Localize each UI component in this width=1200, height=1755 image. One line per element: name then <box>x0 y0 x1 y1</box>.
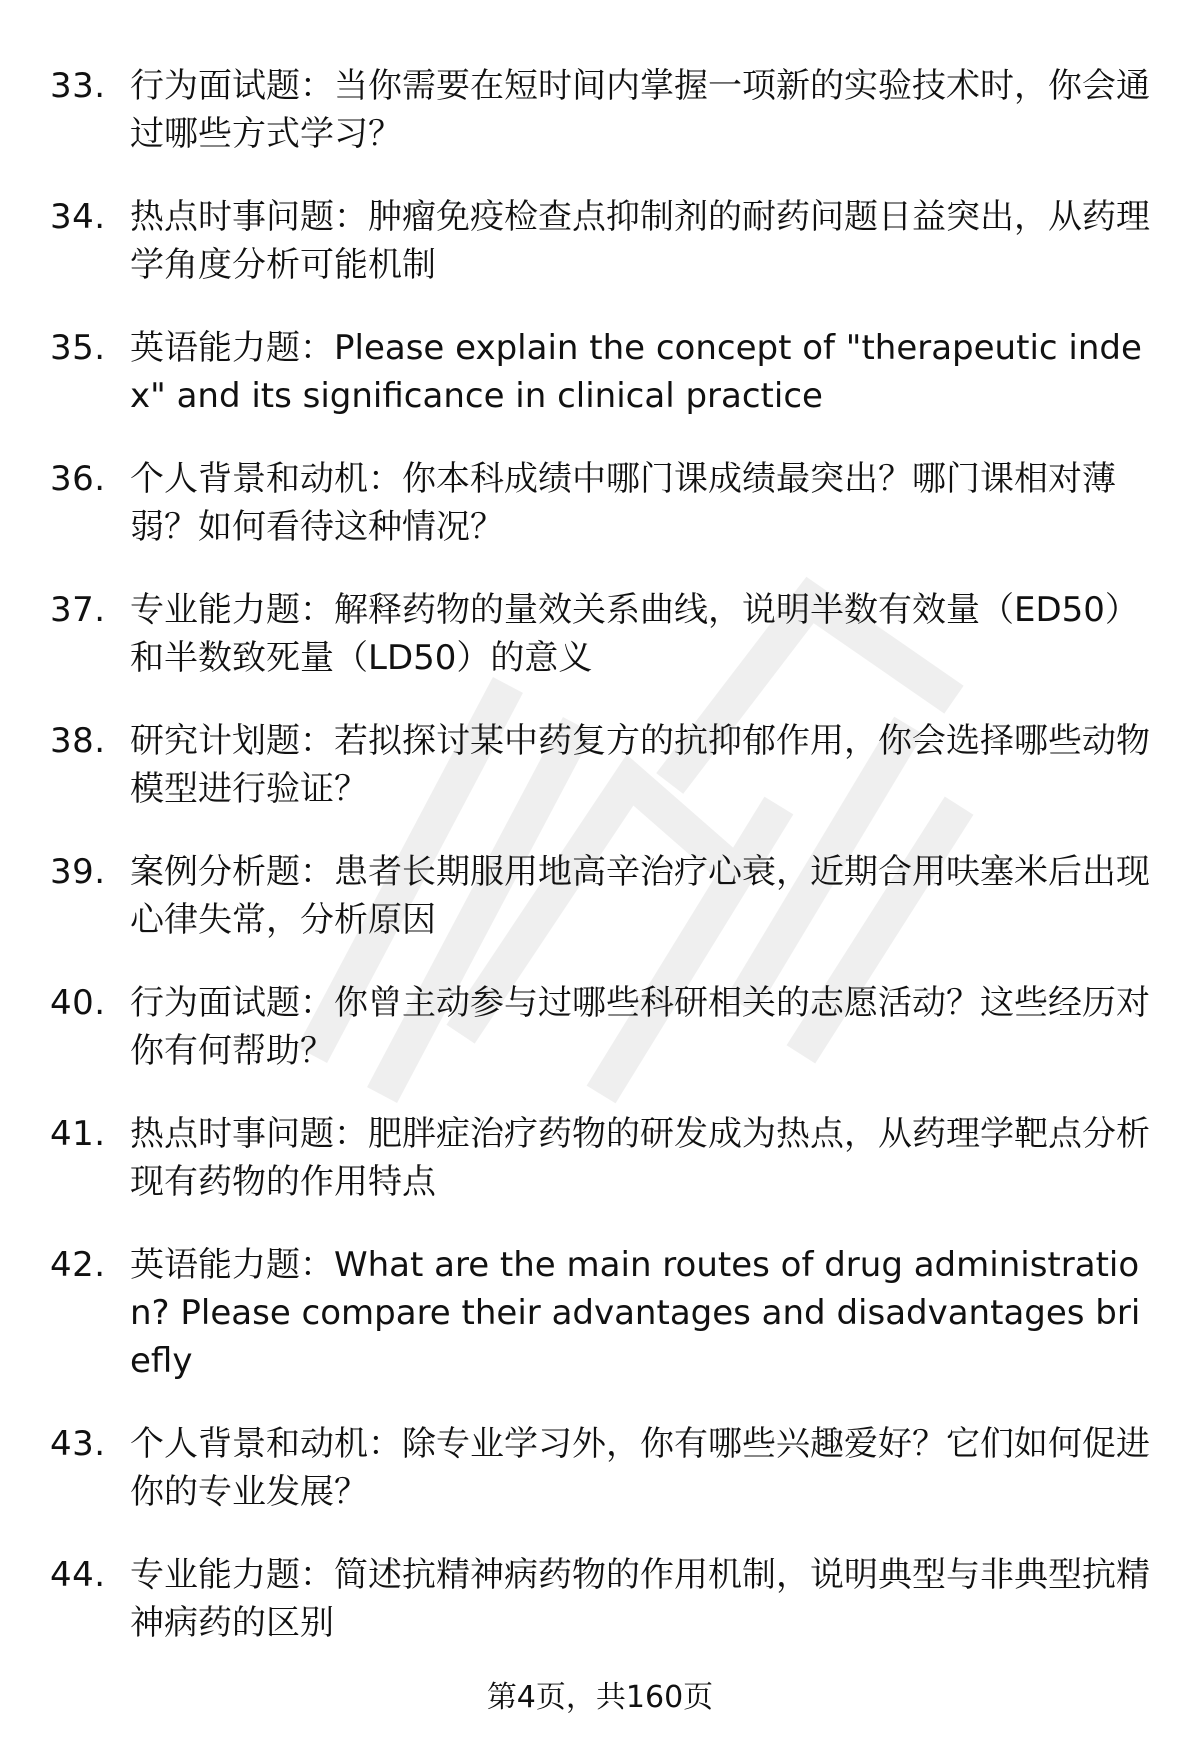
question-text: 研究计划题：若拟探讨某中药复方的抗抑郁作用，你会选择哪些动物模型进行验证？ <box>130 721 1150 809</box>
question-text: 热点时事问题：肥胖症治疗药物的研发成为热点，从药理学靶点分析现有药物的作用特点 <box>130 1114 1150 1202</box>
question-number: 40. <box>50 983 106 1023</box>
question-text: 热点时事问题：肿瘤免疫检查点抑制剂的耐药问题日益突出，从药理学角度分析可能机制 <box>130 197 1150 285</box>
question-item-34 <box>50 193 1160 289</box>
question-item-36 <box>50 455 1160 551</box>
question-number: 36. <box>50 459 106 499</box>
question-list <box>50 62 1160 1682</box>
question-item-37 <box>50 586 1160 682</box>
question-item-38 <box>50 717 1160 813</box>
question-number: 35. <box>50 328 106 368</box>
question-number: 42. <box>50 1245 106 1285</box>
question-text: 个人背景和动机：你本科成绩中哪门课成绩最突出？哪门课相对薄弱？如何看待这种情况？ <box>130 459 1116 547</box>
question-number: 44. <box>50 1555 106 1595</box>
question-text: 英语能力题：What are the main routes of drug administration? Please compare their advantages and disadvantages briefly <box>130 1245 1141 1381</box>
question-item-33 <box>50 62 1160 158</box>
question-text: 案例分析题：患者长期服用地高辛治疗心衰，近期合用呋塞米后出现心律失常，分析原因 <box>130 852 1150 940</box>
question-number: 38. <box>50 721 106 761</box>
question-item-40 <box>50 979 1160 1075</box>
question-text: 个人背景和动机：除专业学习外，你有哪些兴趣爱好？它们如何促进你的专业发展？ <box>130 1424 1150 1512</box>
page-footer: 第4页，共160页 <box>486 1680 714 1715</box>
question-number: 39. <box>50 852 106 892</box>
question-text: 行为面试题：你曾主动参与过哪些科研相关的志愿活动？这些经历对你有何帮助？ <box>130 983 1150 1071</box>
question-number: 37. <box>50 590 106 630</box>
question-number: 43. <box>50 1424 106 1464</box>
question-item-39 <box>50 848 1160 944</box>
question-item-44 <box>50 1551 1160 1647</box>
question-number: 41. <box>50 1114 106 1154</box>
question-number: 34. <box>50 197 106 237</box>
question-text: 专业能力题：解释药物的量效关系曲线，说明半数有效量（ED50）和半数致死量（LD50）的意义 <box>130 590 1139 678</box>
question-item-35 <box>50 324 1160 420</box>
question-number: 33. <box>50 66 106 106</box>
question-text: 英语能力题：Please explain the concept of "therapeutic index" and its significance in clinical practice <box>130 328 1142 416</box>
question-text: 行为面试题：当你需要在短时间内掌握一项新的实验技术时，你会通过哪些方式学习？ <box>130 66 1150 154</box>
question-item-41 <box>50 1110 1160 1206</box>
question-text: 专业能力题：简述抗精神病药物的作用机制，说明典型与非典型抗精神病药的区别 <box>130 1555 1150 1643</box>
question-item-43 <box>50 1420 1160 1516</box>
question-item-42 <box>50 1241 1160 1385</box>
